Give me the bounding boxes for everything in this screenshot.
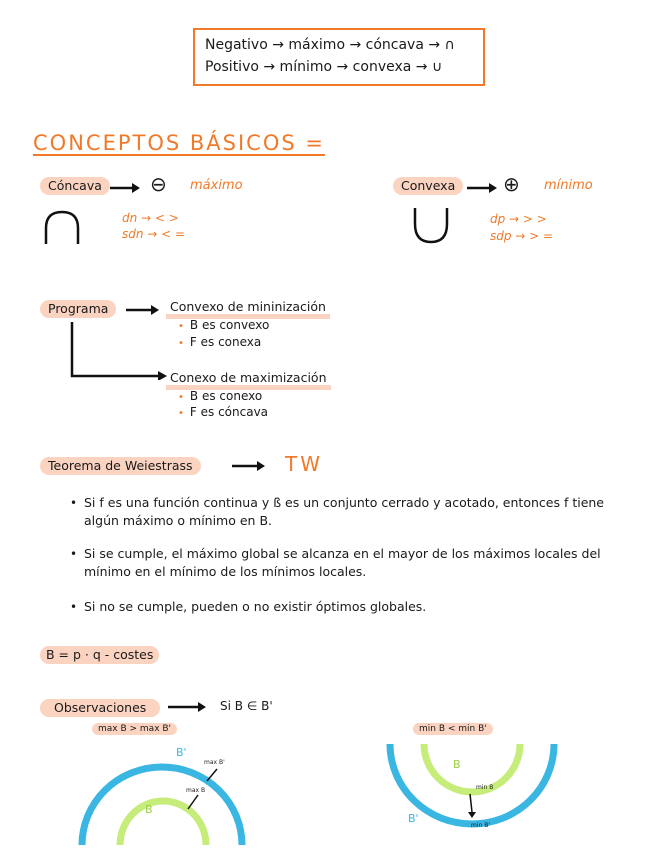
convexo-minimizacion-title: Convexo de mininización	[166, 300, 330, 319]
concava-rule-1: dn → < >	[122, 211, 179, 225]
plus-circle-icon: ⊕	[503, 172, 520, 196]
list-item: • Si se cumple, el máximo global se alcanza en el mayor de los máximos locales del mínimo en el mínimo de los mínimos locales.	[70, 546, 601, 579]
cup-shape-icon	[410, 206, 452, 246]
summary-line-negative: Negativo → máximo → cóncava → ∩	[205, 37, 455, 53]
concava-rule-2: sdn → < =	[122, 227, 186, 241]
right-min-inner-label: min B	[476, 784, 494, 791]
concava-label: Cóncava	[40, 177, 110, 195]
branch-connector	[70, 322, 170, 380]
list-item: • Si no se cumple, pueden o no existir óptimos globales.	[70, 599, 427, 614]
convexa-rule-2: sdp → > =	[490, 229, 554, 243]
summary-line-positive: Positivo → mínimo → convexa → ∪	[205, 59, 443, 75]
summary-box	[193, 28, 485, 86]
convexa-note: mínimo	[544, 178, 593, 193]
concava-note: máximo	[190, 178, 243, 193]
minus-circle-icon: ⊖	[150, 172, 167, 196]
programa-label: Programa	[40, 300, 116, 318]
arrow-icon	[168, 702, 208, 712]
right-inner-set-label: B	[453, 758, 461, 771]
formula: B = p · q - costes	[40, 646, 159, 664]
right-min-outer-label: min B'	[471, 822, 490, 829]
observaciones-label: Observaciones	[40, 699, 160, 717]
right-caption: min B < min B'	[413, 723, 493, 735]
left-inner-set-label: B	[145, 803, 153, 816]
arrow-icon	[110, 183, 140, 193]
left-max-inner-label: max B	[186, 787, 206, 794]
arrow-icon	[126, 305, 160, 315]
arrow-icon	[467, 183, 497, 193]
left-outer-set-label: B'	[176, 746, 187, 759]
observaciones-condition: Si B ∈ B'	[220, 699, 273, 713]
list-item: • F es cóncava	[178, 405, 269, 419]
teorema-abbr: TW	[285, 452, 323, 476]
concave-sets-diagram	[72, 735, 262, 845]
list-item: • B es conexo	[178, 389, 263, 403]
section-title: CONCEPTOS BÁSICOS =	[33, 131, 325, 155]
list-item: • Si f es una función continua y ß es un conjunto cerrado y acotado, entonces f tiene algún máximo o mínimo en B.	[70, 495, 604, 528]
arrow-icon	[232, 461, 266, 471]
left-max-outer-label: max B'	[204, 759, 225, 766]
teorema-label: Teorema de Weiestrass	[40, 457, 201, 475]
convexa-rule-1: dp → > >	[490, 212, 547, 226]
conexo-maximizacion-title: Conexo de maximización	[166, 371, 331, 390]
list-item: • F es conexa	[178, 335, 262, 349]
right-outer-set-label: B'	[408, 812, 419, 825]
convexa-label: Convexa	[393, 177, 463, 195]
cap-shape-icon	[42, 208, 82, 246]
list-item: • B es convexo	[178, 318, 270, 332]
left-caption: max B > max B'	[92, 723, 177, 735]
